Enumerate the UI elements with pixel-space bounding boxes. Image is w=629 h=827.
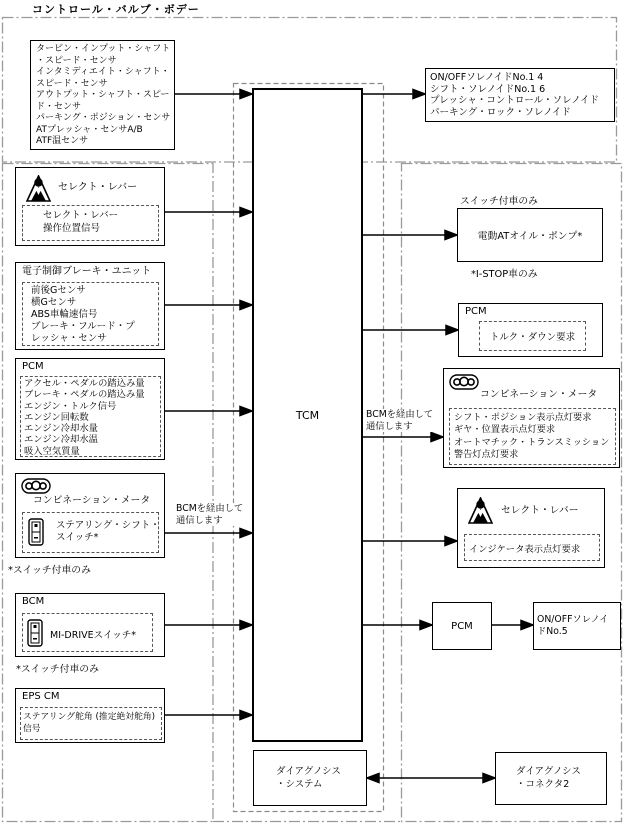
brake-unit-signals — [22, 282, 159, 346]
diagnosis-line: ・システム — [276, 778, 323, 790]
sensor-line: ド・センサ — [36, 101, 82, 112]
select-lever-input-box — [15, 167, 165, 246]
driver-icon — [468, 497, 493, 524]
solenoid-line: プレッシャ・コントロール・ソレノイド — [430, 95, 599, 106]
steering-angle-signal — [20, 707, 162, 740]
signal-line: スイッチ* — [56, 532, 99, 543]
arrowhead — [420, 621, 432, 630]
i-stop-footnote: *I-STOP車のみ — [471, 269, 538, 280]
arrowhead — [240, 208, 252, 217]
via-bcm-line: BCMを経由して — [366, 409, 434, 420]
brake-unit-box — [15, 262, 165, 350]
via-bcm-label-left — [176, 503, 243, 526]
valve-body-sensors-box — [30, 40, 175, 150]
signal-line: ブレーキ・フルード・プ — [31, 321, 135, 332]
pcm-input-signals — [20, 376, 161, 457]
brake-unit-title: 電子制御ブレーキ・ユニット — [22, 266, 152, 277]
sensor-list — [36, 44, 174, 148]
eps-cm-box — [15, 688, 165, 743]
pcm2-box — [432, 602, 492, 650]
signal-line: 横Gセンサ — [31, 297, 77, 308]
electric-at-oil-pump-box — [457, 208, 603, 262]
arrowhead — [240, 529, 252, 538]
pcm-input-title: PCM — [22, 361, 44, 372]
meter-display-requests — [449, 408, 616, 465]
indicator-request-label: インジケータ表示点灯要求 — [469, 543, 581, 555]
select-lever-output-box — [457, 488, 605, 568]
bcm-title: BCM — [22, 596, 45, 607]
solenoid-line: シフト・ソレノイドNo.1 6 — [430, 83, 546, 95]
signal-line: 操作位置信号 — [43, 222, 101, 234]
arrowhead — [240, 407, 252, 416]
torque-down-label: トルク・ダウン要求 — [489, 332, 576, 343]
select-lever-title: セレクト・レバー — [58, 182, 138, 193]
via-bcm-line: BCMを経由して — [176, 503, 244, 514]
arrowhead — [431, 433, 443, 442]
switch-icon — [28, 518, 44, 546]
arrowhead — [446, 326, 458, 335]
arrowhead — [483, 774, 495, 783]
diagnosis-line: ダイアグノシス — [516, 766, 581, 777]
signal-line: 吸入空気質量 — [24, 445, 80, 457]
oil-pump-label: 電動ATオイル・ポンプ* — [477, 231, 583, 242]
steering-shift-switch-signal — [22, 512, 159, 553]
switch-equipped-footnote: *スイッチ付車のみ — [8, 565, 91, 576]
signal-line: 前後Gセンサ — [31, 285, 86, 296]
via-bcm-line: 通信します — [176, 514, 223, 526]
arrowhead — [367, 774, 379, 783]
diagnosis-connector-box — [495, 752, 607, 805]
diagnosis-line: ダイアグノシス — [276, 766, 341, 777]
signal-line: ステアリング舵角 (推定絶対舵角) — [23, 712, 156, 722]
sensor-line: ・スピード・センサ — [36, 55, 117, 66]
mi-drive-switch-signal — [22, 613, 153, 652]
signal-line: アクセル・ペダルの踏込み量 — [24, 378, 145, 389]
signal-line: 信号 — [23, 724, 41, 734]
signal-line: エンジン冷却水量 — [24, 423, 98, 435]
request-line: 警告灯点灯要求 — [454, 448, 519, 460]
arrowhead — [240, 90, 252, 99]
pcm-output-box — [458, 303, 603, 357]
combination-meter-title: コンビネーション・メータ — [33, 495, 151, 506]
solenoid-line: ドNo.5 — [537, 626, 568, 637]
arrowhead — [413, 90, 425, 99]
switch-icon — [27, 619, 43, 647]
combination-meter-input-box — [15, 473, 165, 558]
sensor-line: スピード・センサ — [36, 78, 108, 89]
solenoid-no5-box — [533, 602, 621, 650]
sensor-line: アウトプット・シャフト・スピー — [36, 90, 170, 100]
request-line: オートマチック・トランスミッション — [454, 436, 610, 448]
combination-meter-title: コンビネーション・メータ — [480, 389, 598, 400]
solenoid-line: ON/OFFソレノイドNo.1 4 — [430, 72, 544, 83]
tcm-box — [252, 88, 363, 742]
via-bcm-line: 通信します — [366, 420, 413, 432]
sensor-line: パーキング・ポジション・センサ — [36, 113, 171, 123]
diagnosis-line: ・コネクタ2 — [516, 778, 570, 790]
steering-shift-switch-label — [56, 520, 160, 544]
pcm-output-title: PCM — [465, 306, 487, 317]
torque-down-request — [479, 321, 586, 351]
sensor-line: タービン・インプット・シャフト — [36, 44, 171, 54]
arrowhead — [445, 231, 457, 240]
solenoids-box — [425, 68, 615, 122]
arrowhead — [240, 711, 252, 720]
arrowhead — [521, 621, 533, 630]
signal-line: ステアリング・シフト・ — [56, 520, 160, 531]
select-lever-title: セレクト・レバー — [501, 505, 579, 516]
switch-equipped-footnote: *スイッチ付車のみ — [16, 664, 99, 675]
sensor-line: ATF温センサ — [36, 136, 89, 146]
bcm-box — [15, 593, 165, 657]
request-line: シフト・ポジション表示点灯要求 — [454, 412, 592, 423]
solenoid-line: パーキング・ロック・ソレノイド — [430, 106, 571, 118]
signal-line: ブレーキ・ペダルの踏込み量 — [24, 389, 145, 401]
request-line: ギヤ・位置表示点灯要求 — [454, 424, 556, 436]
combination-meter-icon — [449, 374, 479, 390]
arrowhead — [240, 621, 252, 630]
indicator-display-request — [464, 534, 600, 561]
driver-icon — [26, 175, 51, 202]
tcm-label: TCM — [295, 408, 320, 422]
signal-line: エンジン冷却水温 — [24, 434, 98, 446]
select-lever-signal — [22, 205, 159, 241]
diagnosis-system-box — [253, 750, 367, 806]
arrowhead — [445, 537, 457, 546]
solenoid-line: ON/OFFソレノイ — [537, 614, 609, 625]
mi-drive-switch-label: MI-DRIVEスイッチ* — [50, 630, 137, 641]
page-title: コントロール・バルブ・ボデー — [32, 3, 200, 16]
combination-meter-output-box — [443, 368, 620, 468]
via-bcm-label-right — [366, 409, 433, 432]
pcm2-label: PCM — [451, 620, 473, 632]
solenoid-list — [430, 72, 614, 118]
oil-pump-note-above: スイッチ付車のみ — [460, 196, 538, 207]
signal-line: セレクト・レバー — [43, 210, 119, 221]
combination-meter-icon — [21, 478, 51, 494]
signal-line: レッシャ・センサ — [31, 333, 107, 344]
signal-line: エンジン・トルク信号 — [24, 400, 117, 412]
eps-cm-title: EPS CM — [22, 691, 60, 702]
arrowhead — [240, 301, 252, 310]
sensor-line: インタミディエイト・シャフト・ — [36, 67, 170, 77]
sensor-line: ATプレッシャ・センサA/B — [36, 124, 143, 135]
signal-line: ABS車輪速信号 — [31, 309, 98, 320]
pcm-input-box — [15, 358, 165, 460]
signal-line: エンジン回転数 — [24, 411, 89, 423]
